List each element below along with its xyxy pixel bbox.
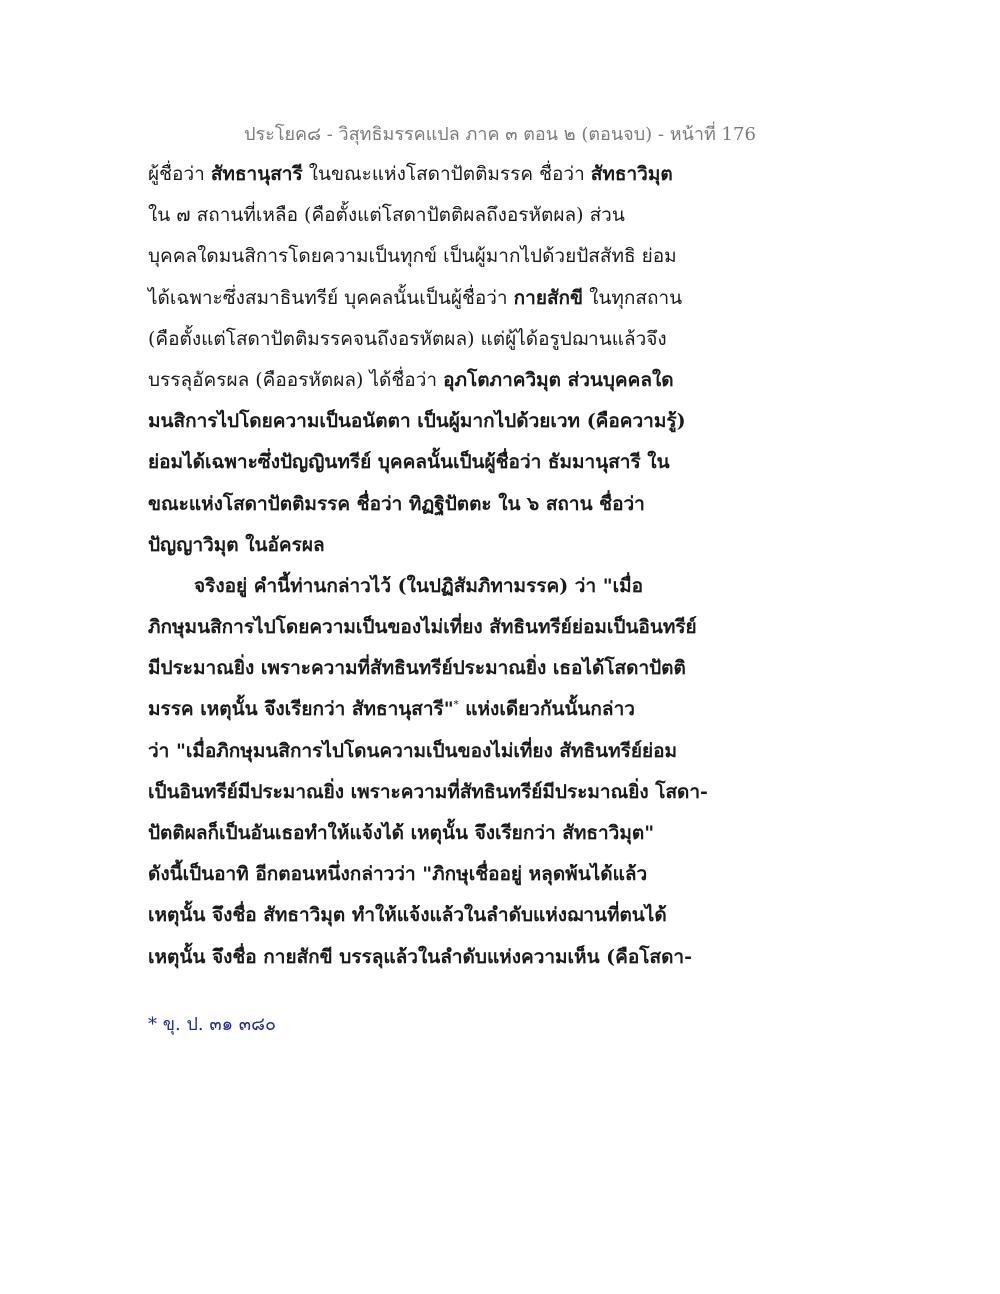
text-segment: บรรลุอัครผล (คืออรหัตผล) ได้ชื่อว่า: [148, 368, 444, 391]
text-segment: ได้เฉพาะซึ่งสมาธินทรีย์ บุคคลนั้นเป็นผู้ชื่อว่า: [148, 286, 514, 309]
bold-segment: กายสักขี: [513, 286, 584, 309]
bold-segment: ปัตติผลก็เป็นอันเธอทำให้แจ้งได้ เหตุนั้น จึงเรียกว่า สัทธาวิมุต": [148, 822, 655, 844]
footnote-marker: *: [453, 700, 459, 712]
text-line: [148, 937, 708, 978]
footnote: * ขุ. ป. ๓๑ ๓๘๐: [148, 1014, 276, 1035]
text-line: [148, 772, 708, 813]
text-line: [148, 895, 708, 936]
text-segment: (คือตั้งแต่โสดาปัตติมรรคจนถึงอรหัตผล) แต่ผู้ได้อรูปฌานแล้วจึง: [148, 327, 667, 350]
text-line: [148, 442, 708, 483]
text-line: [148, 525, 708, 566]
bold-segment: สัทธานุสารี: [210, 163, 303, 185]
bold-segment: ภิกษุมนสิการไปโดยความเป็นของไม่เที่ยง สัทธินทรีย์ย่อมเป็นอินทรีย์: [148, 616, 697, 639]
text-segment: ผู้ชื่อว่า: [148, 163, 211, 185]
text-line: [148, 401, 708, 442]
running-header: ประโยค๘ - วิสุทธิมรรคแปล ภาค ๓ ตอน ๒ (ตอนจบ) - หน้าที่ 176: [244, 124, 756, 145]
bold-segment: ย่อมได้เฉพาะซึ่งปัญญินทรีย์ บุคคลนั้นเป็นผู้ชื่อว่า ธัมมานุสารี ใน: [148, 451, 670, 474]
text-segment: บุคคลใดมนสิการโดยความเป็นทุกข์ เป็นผู้มากไปด้วยปัสสัทธิ ย่อม: [148, 245, 677, 268]
bold-segment: มรรค เหตุนั้น จึงเรียกว่า สัทธานุสารี": [148, 698, 454, 721]
text-line: [148, 607, 708, 648]
bold-segment: เป็นอินทรีย์มีประมาณยิ่ง เพราะความที่สัทธินทรีย์มีประมาณยิ่ง โสดา-: [148, 780, 708, 803]
bold-segment: มีประมาณยิ่ง เพราะความที่สัทธินทรีย์ประมาณยิ่ง เธอได้โสดาปัตติ: [148, 657, 686, 680]
text-line: [148, 731, 708, 772]
bold-segment: จริงอยู่ คำนี้ท่านกล่าวไว้ (ในปฏิสัมภิทามรรค) ว่า "เมื่อ: [194, 574, 644, 597]
text-segment: ในทุกสถาน: [583, 286, 683, 309]
bold-segment: มนสิการไปโดยความเป็นอนัตตา เป็นผู้มากไปด้วยเวท (คือความรู้): [148, 410, 686, 433]
text-line: [148, 566, 708, 607]
body-text: [148, 154, 708, 978]
text-line: [148, 813, 708, 854]
text-segment: ในขณะแห่งโสดาปัตติมรรค ชื่อว่า: [302, 163, 591, 185]
text-line: [148, 236, 708, 277]
bold-segment: ว่า "เมื่อภิกษุมนสิการไปโดนความเป็นของไม่เที่ยง สัทธินทรีย์ย่อม: [148, 739, 678, 762]
bold-segment: ดังนี้เป็นอาทิ อีกตอนหนึ่งกล่าวว่า "ภิกษุเชื่ออยู่ หลุดพ้นได้แล้ว: [148, 863, 648, 886]
bold-segment: เหตุนั้น จึงชื่อ กายสักขี บรรลุแล้วในลำดับแห่งความเห็น (คือโสดา-: [148, 945, 692, 968]
text-line: [148, 689, 708, 730]
bold-segment: ขณะแห่งโสดาปัตติมรรค ชื่อว่า ทิฏฐิปัตตะ ใน ๖ สถาน ชื่อว่า: [148, 492, 645, 515]
text-line: [148, 854, 708, 895]
text-line: [148, 484, 708, 525]
text-line: [148, 360, 708, 401]
text-line: [148, 648, 708, 689]
bold-segment: ปัญญาวิมุต ในอัครผล: [148, 533, 325, 556]
bold-segment: ส่วนบุคคลใด: [561, 368, 674, 391]
text-line: [148, 195, 708, 236]
bold-segment: สัทธาวิมุต: [590, 163, 673, 185]
text-line: [148, 154, 708, 195]
bold-segment: อุภโตภาควิมุต: [443, 368, 561, 391]
bold-segment: เหตุนั้น จึงชื่อ สัทธาวิมุต ทำให้แจ้งแล้วในลำดับแห่งฌานที่ตนได้: [148, 904, 667, 927]
text-line: [148, 278, 708, 319]
bold-segment: แห่งเดียวกันนั้นกล่าว: [458, 698, 635, 721]
text-line: [148, 319, 708, 360]
text-segment: ใน ๗ สถานที่เหลือ (คือตั้งแต่โสดาปัตติผลถึงอรหัตผล) ส่วน: [148, 204, 625, 227]
